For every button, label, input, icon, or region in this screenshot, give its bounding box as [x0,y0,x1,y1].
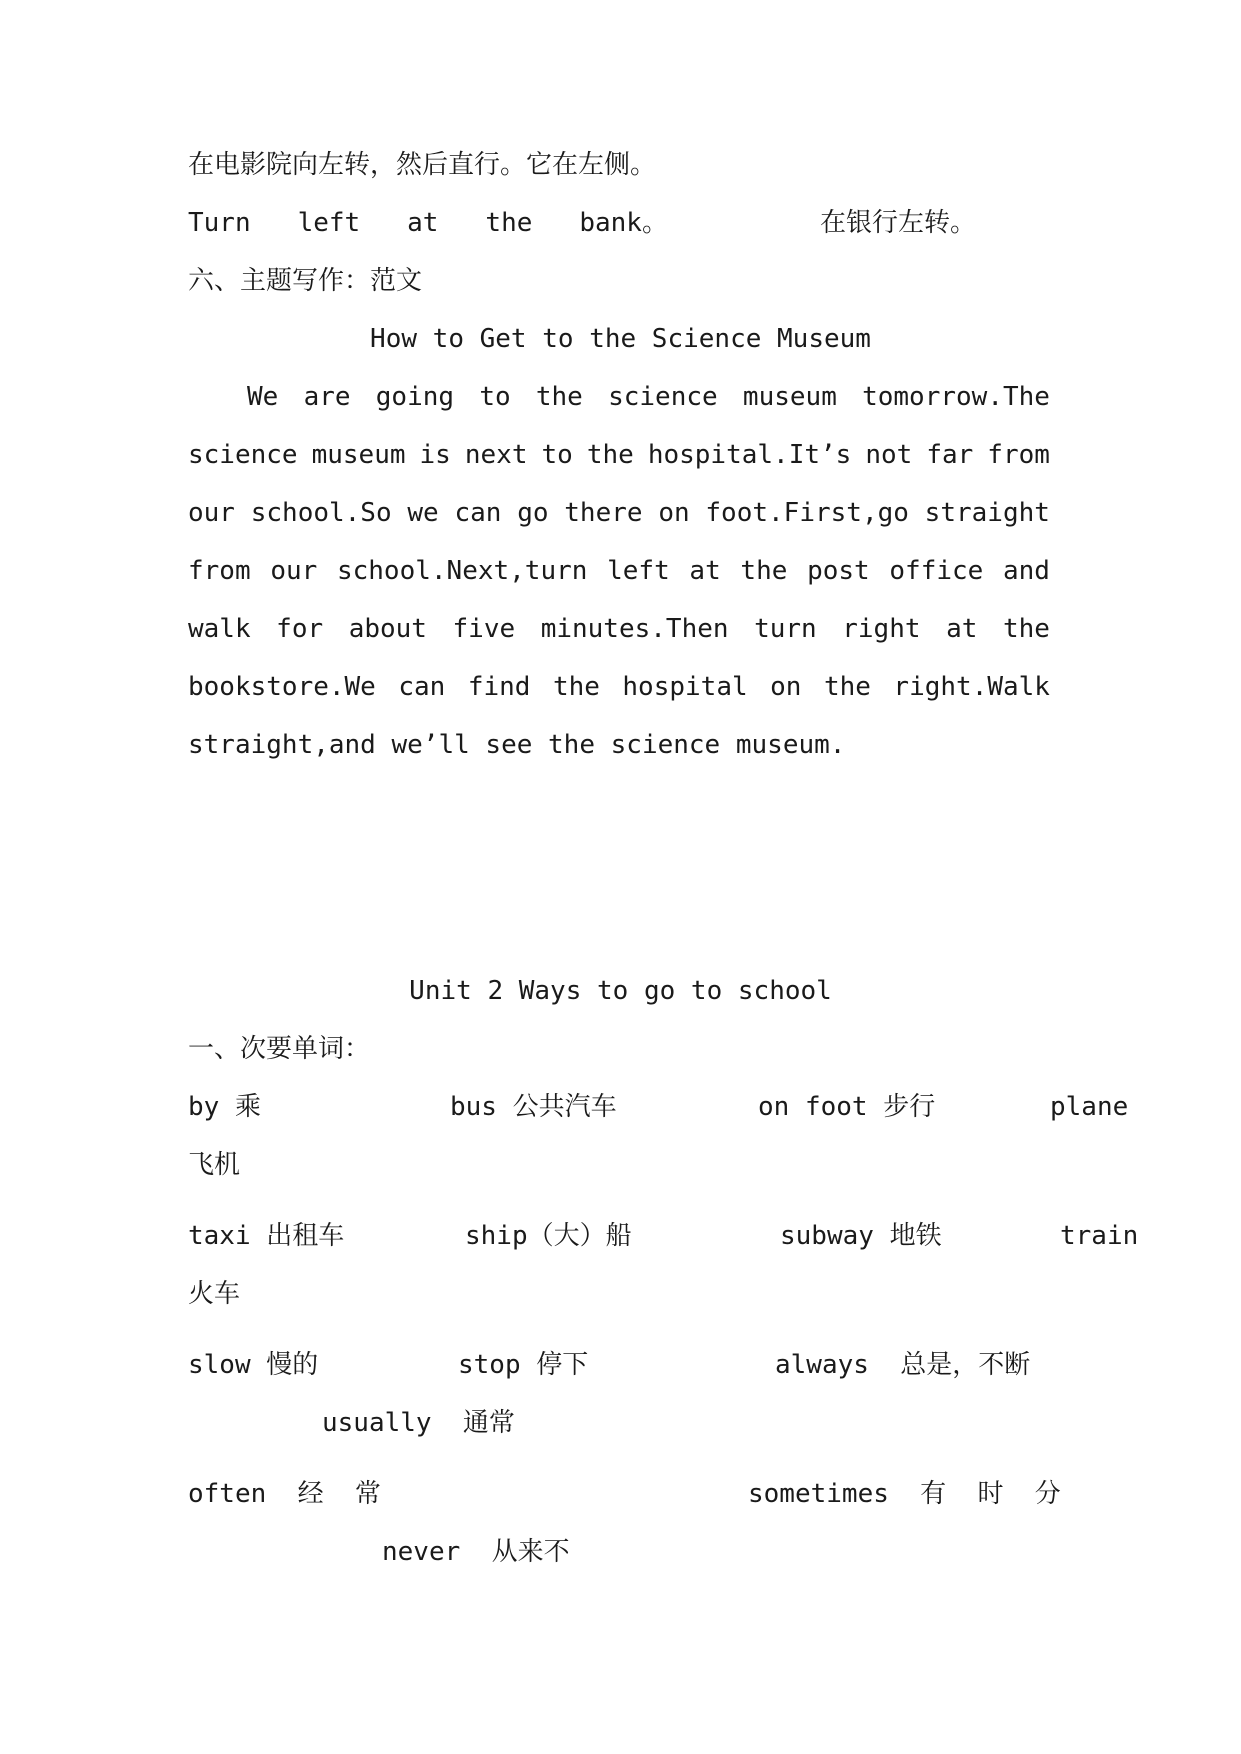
essay-word: next [464,440,528,470]
essay-word: going [375,382,455,412]
essay-word: minutes.Then [540,614,729,644]
essay-word: left [607,556,670,586]
essay-word: from [188,556,251,586]
essay-word: five [452,614,516,644]
vocab-ship: ship（大）船 [465,1221,632,1251]
sentence-cinema-cn: 在电影院向左转，然后直行。它在左侧。 [188,150,657,180]
essay-word: the [823,672,871,702]
essay-word: tomorrow.The [862,382,1050,412]
essay-word: straight [924,498,1050,528]
essay-word: office [889,556,984,586]
essay-word: about [348,614,427,644]
essay-word: hospital.It’s [647,440,852,470]
essay-word: the [740,556,788,586]
essay-word: for [276,614,324,644]
essay-word: turn [754,614,817,644]
essay-word: museum [742,382,837,412]
essay-word: right.Walk [893,672,1050,702]
essay-word: school.So [250,498,392,528]
essay-word: there [564,498,643,528]
vocab-train-cn: 火车 [188,1279,241,1309]
essay-word: far [926,440,974,470]
essay-word: museum [311,440,406,470]
essay-word: our [270,556,318,586]
essay-line-5 [188,613,1050,645]
essay-word: the [586,440,634,470]
section-heading-vocab: 一、次要单词： [188,1034,371,1064]
essay-word: the [552,672,600,702]
essay-word: at [946,614,978,644]
essay-word: our [188,498,235,528]
essay-word: not [865,440,913,470]
vocab-plane-cn: 飞机 [188,1150,241,1180]
vocab-slow: slow 慢的 [188,1350,319,1380]
essay-word: we [407,498,439,528]
essay-word: at [689,556,721,586]
essay-word: find [467,672,531,702]
vocab-bus: bus 公共汽车 [450,1092,617,1122]
vocab-by: by 乘 [188,1092,261,1122]
vocab-plane: plane [1050,1092,1129,1122]
essay-line-1 [247,381,1050,413]
vocab-never: never 从来不 [382,1537,570,1567]
vocab-train: train [1060,1221,1139,1251]
essay-word: to [541,440,573,470]
essay-word: to [479,382,511,412]
vocab-on-foot: on foot 步行 [758,1092,936,1122]
unit-title: Unit 2 Ways to go to school [409,976,832,1006]
vocab-sometimes: sometimes 有 时 分 [748,1479,1061,1509]
essay-word: foot.First,go [705,498,909,528]
essay-line-4 [188,555,1050,587]
essay-word: can [398,672,446,702]
essay-word: on [770,672,802,702]
essay-word: the [1002,614,1050,644]
vocab-subway: subway 地铁 [780,1221,942,1251]
vocab-taxi: taxi 出租车 [188,1221,345,1251]
essay-word: are [303,382,351,412]
essay-word: We [247,382,279,412]
essay-word: the [535,382,583,412]
essay-title: How to Get to the Science Museum [370,324,871,354]
essay-word: right [842,614,921,644]
essay-line-2 [188,439,1050,471]
vocab-always: always 总是，不断 [775,1350,1031,1380]
essay-word: is [419,440,451,470]
essay-word: post [807,556,870,586]
sentence-bank-en: Turn left at the bank。 [188,208,668,238]
essay-line-3 [188,497,1050,529]
essay-line-6 [188,671,1050,703]
essay-word: from [987,440,1050,470]
essay-word: bookstore.We [188,672,376,702]
essay-line-7: straight,and we’ll see the science museum. [188,730,846,760]
essay-word: science [608,382,718,412]
essay-word: on [658,498,690,528]
essay-word: can [454,498,502,528]
essay-word: science [188,440,298,470]
essay-word: and [1003,556,1050,586]
essay-word: go [517,498,549,528]
section-heading-writing: 六、主题写作：范文 [188,266,423,296]
vocab-stop: stop 停下 [458,1350,589,1380]
essay-word: hospital [622,672,748,702]
vocab-often: often 经 常 [188,1479,381,1509]
vocab-usually: usually 通常 [322,1408,515,1438]
essay-word: walk [188,614,251,644]
essay-word: school.Next,turn [336,556,588,586]
sentence-bank-cn: 在银行左转。 [820,208,977,238]
